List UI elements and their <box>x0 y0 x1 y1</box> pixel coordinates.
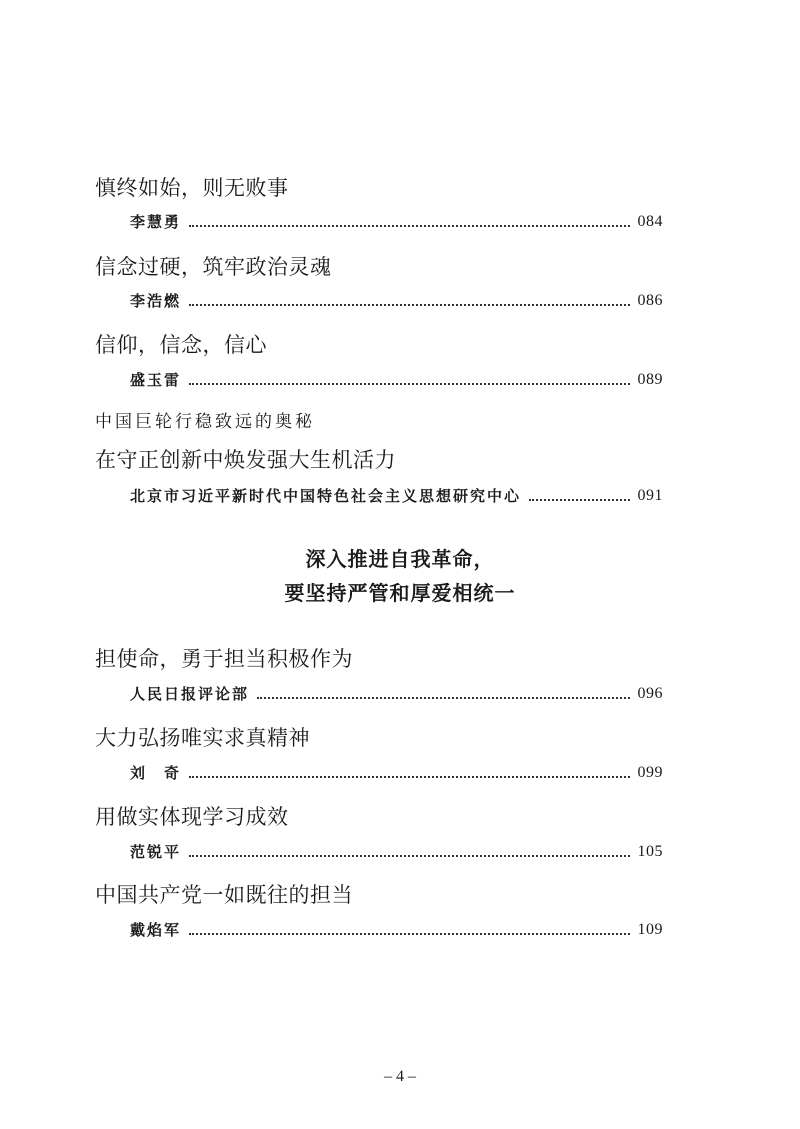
toc-entry-author-row <box>130 918 663 940</box>
toc-entry-page-number: 091 <box>637 487 663 504</box>
dot-leader <box>257 697 629 699</box>
toc-entry-page-number: 109 <box>637 921 663 938</box>
toc-entry-title: 大力弘扬唯实求真精神 <box>95 726 310 750</box>
toc-entry-page-number: 084 <box>637 213 663 230</box>
toc-entry-title: 担使命，勇于担当积极作为 <box>95 647 353 671</box>
toc-entry-author-row <box>130 484 663 506</box>
dot-leader <box>189 855 629 857</box>
toc-entry-title: 在守正创新中焕发强大生机活力 <box>95 448 396 472</box>
toc-entry-author: 李浩燃 <box>130 292 182 310</box>
dot-leader <box>189 383 629 385</box>
toc-entry-author: 人民日报评论部 <box>130 685 250 703</box>
toc-entry-author-row <box>130 761 663 783</box>
toc-entry-title: 用做实体现学习成效 <box>95 805 289 829</box>
toc-entry-author: 刘 奇 <box>130 764 182 782</box>
page-footer-number: – 4 – <box>384 1068 416 1085</box>
section-heading-line-1: 深入推进自我革命， <box>305 547 495 571</box>
toc-entry-author-row <box>130 210 663 232</box>
dot-leader <box>189 304 629 306</box>
toc-entry-page-number: 086 <box>637 292 663 309</box>
dot-leader <box>189 933 629 935</box>
toc-entry-author-row <box>130 682 663 704</box>
toc-entry-subtitle: 中国巨轮行稳致远的奥秘 <box>95 412 315 432</box>
toc-entry-page-number: 099 <box>637 764 663 781</box>
toc-entry-title: 信念过硬，筑牢政治灵魂 <box>95 255 332 279</box>
toc-entry-page-number: 089 <box>637 371 663 388</box>
toc-entry-title: 慎终如始，则无败事 <box>95 176 289 200</box>
toc-entry-author-row <box>130 368 663 390</box>
dot-leader <box>189 225 629 227</box>
toc-entry-author-row <box>130 289 663 311</box>
toc-entry-page-number: 096 <box>637 685 663 702</box>
toc-entry-page-number: 105 <box>637 843 663 860</box>
section-heading-line-2: 要坚持严管和厚爱相统一 <box>284 581 516 605</box>
toc-entry-author: 盛玉雷 <box>130 371 182 389</box>
toc-entry-title: 中国共产党一如既往的担当 <box>95 883 353 907</box>
toc-entry-author: 范锐平 <box>130 843 182 861</box>
toc-entry-title: 信仰，信念，信心 <box>95 333 267 357</box>
dot-leader <box>189 776 629 778</box>
toc-entry-author: 李慧勇 <box>130 213 182 231</box>
toc-entry-author: 戴焰军 <box>130 921 182 939</box>
toc-entry-author-row <box>130 840 663 862</box>
dot-leader <box>529 499 629 501</box>
toc-entry-author: 北京市习近平新时代中国特色社会主义思想研究中心 <box>130 487 522 505</box>
